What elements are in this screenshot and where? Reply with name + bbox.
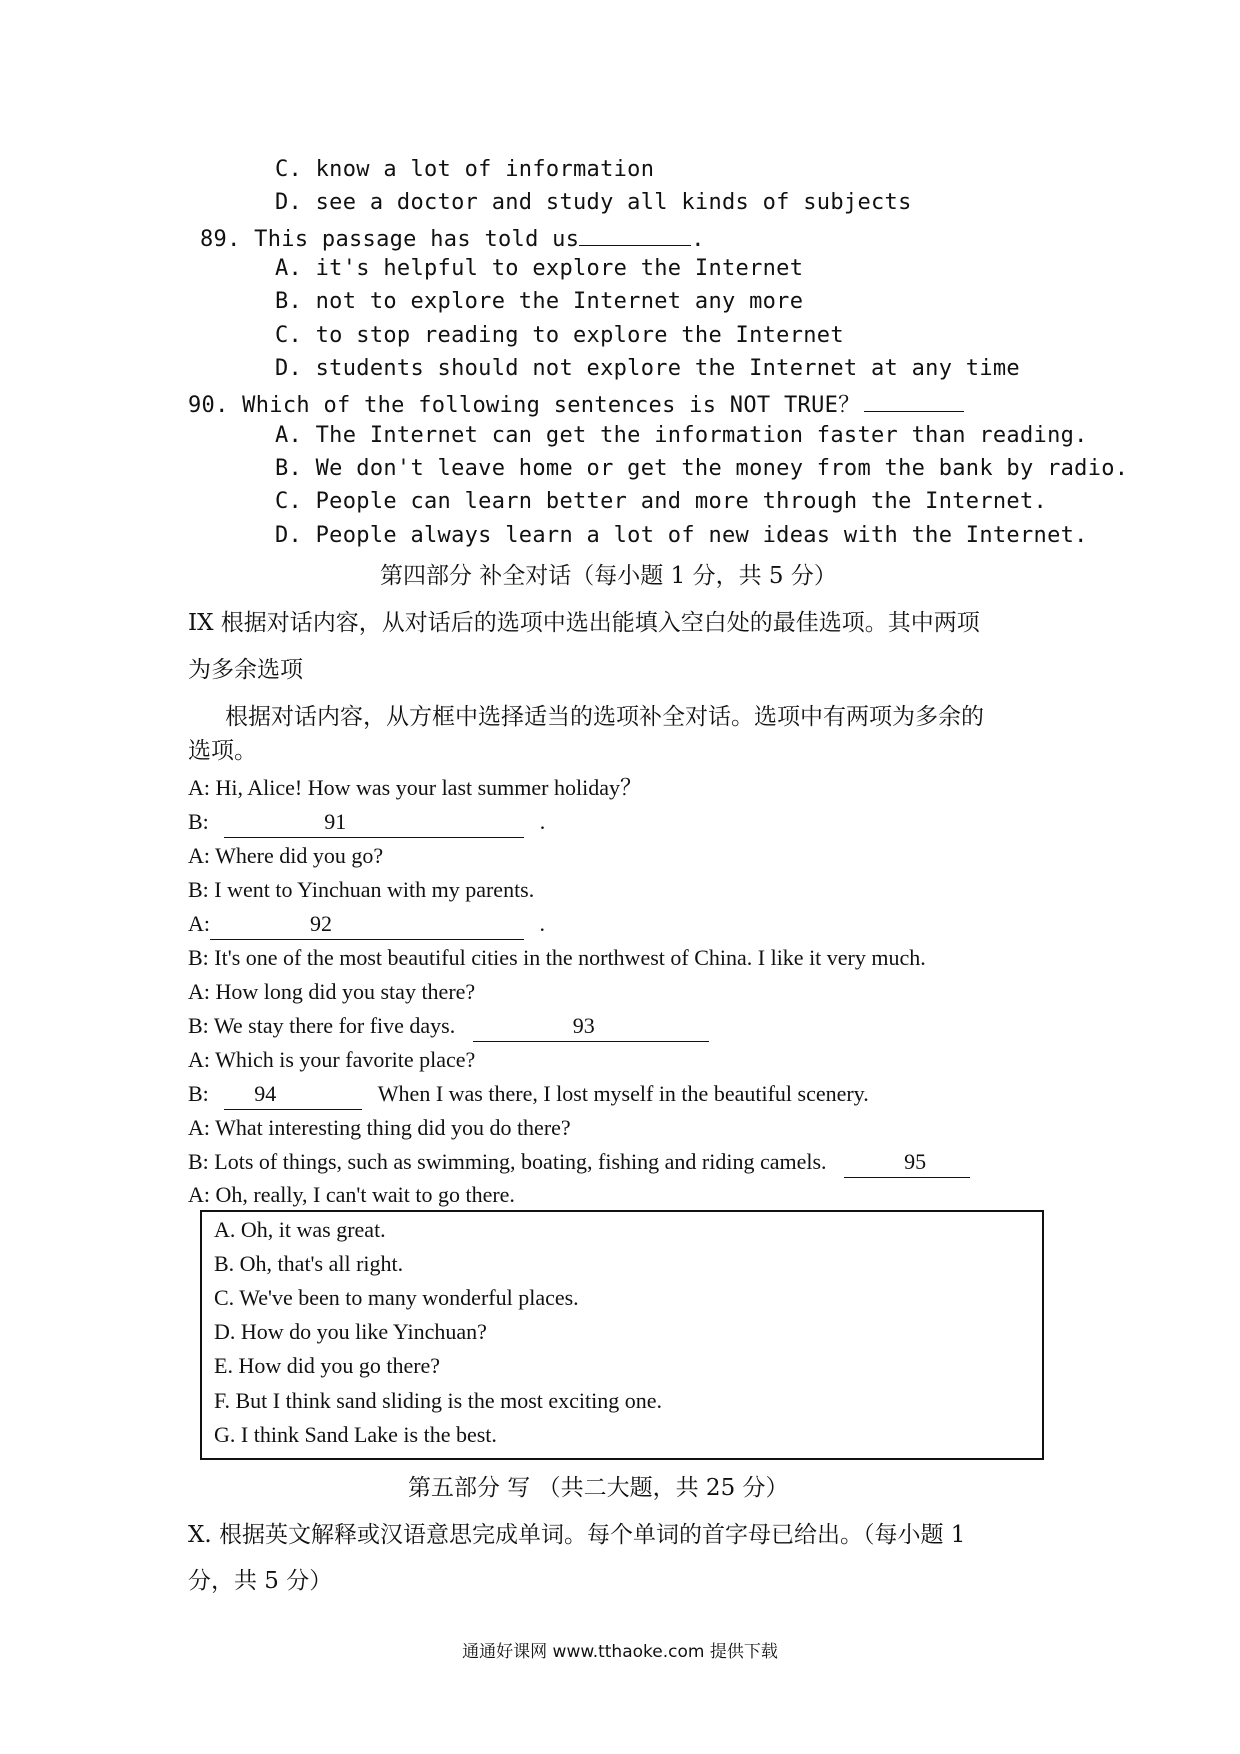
q90-stem <box>188 387 964 421</box>
part5-instruction-line2: 分，共 5 分） <box>188 1568 333 1594</box>
q90-stem-text: 90. Which of the following sentences is NOT TRUE？ <box>188 393 861 418</box>
q90-option-a: A. The Internet can get the information faster than reading. <box>275 423 1088 448</box>
dialogue-line-8 <box>188 1011 709 1042</box>
part4-instruction-line1: IX 根据对话内容，从对话后的选项中选出能填入空白处的最佳选项。其中两项 <box>188 610 980 636</box>
box-option-d: D. How do you like Yinchuan? <box>214 1319 487 1344</box>
dialogue-speaker-b: B: <box>188 809 209 834</box>
dialogue-line-8-text: B: We stay there for five days. <box>188 1013 456 1038</box>
blank-95: 95 <box>844 1147 970 1178</box>
dialogue-line-11: A: What interesting thing did you do there? <box>188 1115 571 1140</box>
options-box <box>200 1210 1044 1460</box>
q89-option-d: D. students should not explore the Internet at any time <box>275 356 1020 381</box>
dialogue-line-10-text: When I was there, I lost myself in the beautiful scenery. <box>377 1081 869 1106</box>
q89-stem-end: . <box>691 227 705 252</box>
dialogue-line-9: A: Which is your favorite place? <box>188 1047 476 1072</box>
dialogue-speaker-a: A: <box>188 911 210 936</box>
q89-answer-blank <box>579 221 691 246</box>
q90-option-c: C. People can learn better and more through the Internet. <box>275 489 1048 514</box>
part5-instruction-line1: X. 根据英文解释或汉语意思完成单词。每个单词的首字母已给出。（每小题 1 <box>188 1522 966 1548</box>
dialogue-line-2 <box>188 807 545 838</box>
dialogue-line-10 <box>188 1079 869 1110</box>
dialogue-speaker-b-2: B: <box>188 1081 209 1106</box>
blank-92: 92 <box>210 909 524 940</box>
q89-stem <box>200 221 705 255</box>
box-option-a: A. Oh, it was great. <box>214 1217 386 1242</box>
dialogue-line-13: A: Oh, really, I can't wait to go there. <box>188 1182 515 1207</box>
dialogue-line-12-text: B: Lots of things, such as swimming, boating, fishing and riding camels. <box>188 1149 827 1174</box>
q89-option-a: A. it's helpful to explore the Internet <box>275 256 804 281</box>
part4-instruction-line2: 为多余选项 <box>188 657 303 683</box>
q89-option-c: C. to stop reading to explore the Internet <box>275 323 844 348</box>
blank-91: 91 <box>224 807 524 838</box>
dialogue-line-12 <box>188 1147 970 1178</box>
q88-option-d: D. see a doctor and study all kinds of subjects <box>275 190 912 215</box>
q90-answer-blank <box>864 387 964 412</box>
part4-heading: 第四部分 补全对话（每小题 1 分，共 5 分） <box>380 563 837 589</box>
dialogue-line-5-end: . <box>539 911 545 936</box>
blank-94: 94 <box>224 1079 362 1110</box>
dialogue-line-1: A: Hi, Alice! How was your last summer holiday？ <box>188 775 642 800</box>
footer-download-note: 通通好课网 www.tthaoke.com 提供下载 <box>462 1642 778 1662</box>
part4-instruction2-line2: 选项。 <box>188 738 257 764</box>
q89-stem-text: 89. This passage has told us <box>200 227 580 252</box>
q90-option-d: D. People always learn a lot of new ideas with the Internet. <box>275 523 1088 548</box>
dialogue-line-4: B: I went to Yinchuan with my parents. <box>188 877 535 902</box>
dialogue-line-7: A: How long did you stay there? <box>188 979 476 1004</box>
dialogue-line-6: B: It's one of the most beautiful cities in the northwest of China. I like it very much. <box>188 945 926 970</box>
box-option-c: C. We've been to many wonderful places. <box>214 1285 579 1310</box>
dialogue-line-2-end: . <box>539 809 546 834</box>
q90-option-b: B. We don't leave home or get the money from the bank by radio. <box>275 456 1129 481</box>
part4-instruction2-line1: 根据对话内容，从方框中选择适当的选项补全对话。选项中有两项为多余的 <box>225 704 984 730</box>
box-option-f: F. But I think sand sliding is the most exciting one. <box>214 1388 663 1413</box>
dialogue-line-5 <box>188 909 545 940</box>
box-option-b: B. Oh, that's all right. <box>214 1251 404 1276</box>
part5-heading: 第五部分 写 （共二大题，共 25 分） <box>408 1475 789 1501</box>
q89-option-b: B. not to explore the Internet any more <box>275 289 804 314</box>
blank-93: 93 <box>473 1011 709 1042</box>
dialogue-line-3: A: Where did you go? <box>188 843 384 868</box>
q88-option-c: C. know a lot of information <box>275 157 655 182</box>
box-option-g: G. I think Sand Lake is the best. <box>214 1422 497 1447</box>
box-option-e: E. How did you go there? <box>214 1353 441 1378</box>
